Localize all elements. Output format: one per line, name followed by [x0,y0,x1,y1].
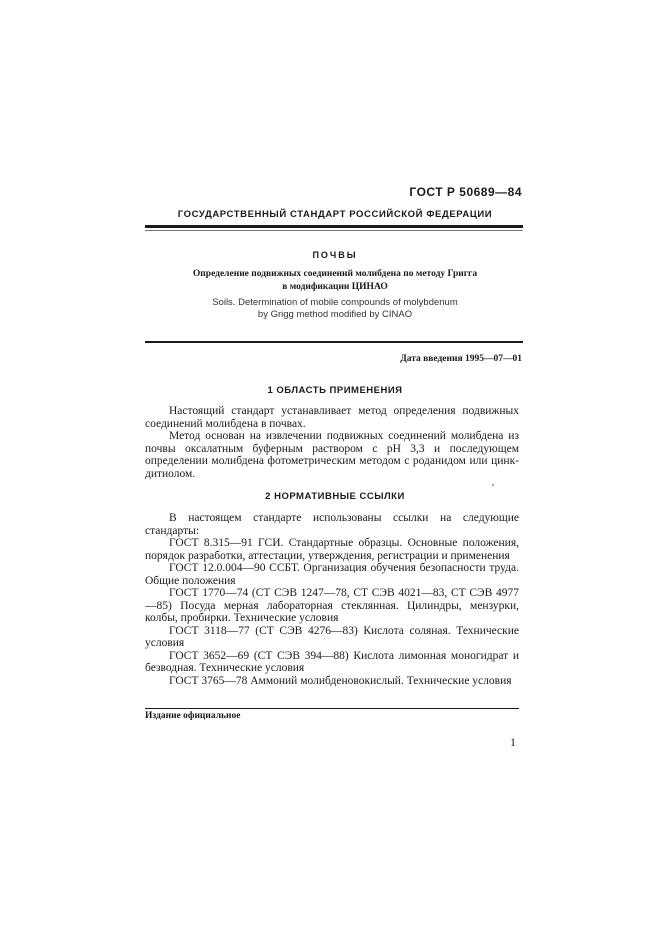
section2-paragraph: ГОСТ 3765—78 Аммоний молибденовокислый. Технические условия [169,674,512,687]
edition-note: Издание официальное [145,711,241,721]
title-en-line1: Soils. Determination of mobile compounds of molybdenum [212,297,458,308]
section2-paragraph: ГОСТ 3652—69 (СТ СЭВ 394—88) Кислота лимонная моногидрат и безводная. Технические условия [145,649,519,674]
section2-paragraph: ГОСТ 3118—77 (СТ СЭВ 4276—83) Кислота соляная. Технические условия [145,624,519,649]
section1-paragraph: Метод основан на извлечении подвижных соединений молибдена из почвы оксалатным буферным раствором с pH 3,3 и последующем определении молибдена фотометрическим методом с роданидом или цинк-дитиолом. [145,430,519,480]
title-english [145,297,525,321]
section1-body [145,405,519,480]
section2-paragraph: ГОСТ 12.0.004—90 ССБТ. Организация обучения безопасности труда. Общие положения [145,562,519,587]
gost-code: ГОСТ Р 50689—84 [409,185,522,199]
title-ru-line2: в модификации ЦИНАО [282,282,388,292]
page-number: 1 [510,735,516,749]
section2-paragraph: ГОСТ 1770—74 (СТ СЭВ 1247—78, СТ СЭВ 4021—83, СТ СЭВ 4977—85) Посуда мерная лабораторная стеклянная. Цилиндры, мензурки, колбы, пробирки. Технические условия [145,587,519,624]
section2-paragraph: В настоящем стандарте использованы ссылки на следующие стандарты: [145,512,519,537]
title-en-line2: by Grigg method modified by CINAO [257,309,413,320]
document-subject: ПОЧВЫ [312,250,358,260]
title-ru-line1: Определение подвижных соединений молибдена по методу Григга [192,269,478,279]
intro-date: Дата введения 1995—07—01 [400,354,522,364]
header-rule [145,225,523,228]
section2-paragraph: ГОСТ 8.315—91 ГСИ. Стандартные образцы. Основные положения, порядок разработки, аттестации, утверждения, регистрации и применения [145,537,519,562]
footer-rule [145,708,519,709]
scan-speck [492,484,494,486]
section1-heading: 1 ОБЛАСТЬ ПРИМЕНЕНИЯ [267,385,403,396]
section2-heading: 2 НОРМАТИВНЫЕ ССЫЛКИ [265,491,405,502]
header-rule-thin [145,230,523,231]
section1-paragraph: Настоящий стандарт устанавливает метод определения подвижных соединений молибдена в почвах. [145,405,519,430]
title-rule [145,341,523,343]
title-russian [145,268,525,294]
standard-title: ГОСУДАРСТВЕННЫЙ СТАНДАРТ РОССИЙСКОЙ ФЕДЕРАЦИИ [177,209,493,220]
section2-body [145,512,519,687]
